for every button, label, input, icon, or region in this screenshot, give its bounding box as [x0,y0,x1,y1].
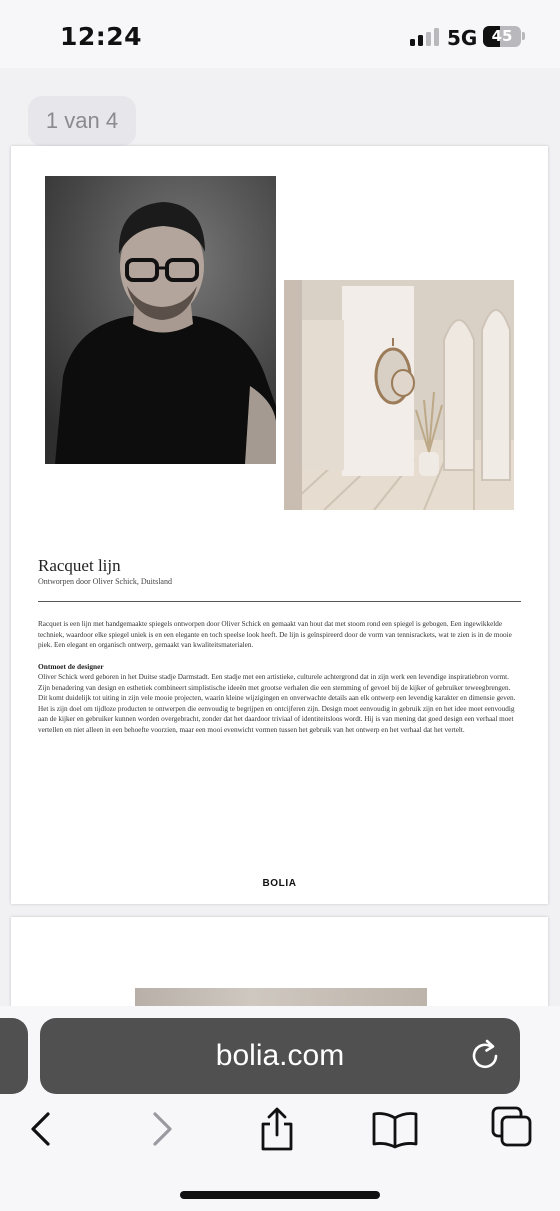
back-icon[interactable] [16,1104,66,1154]
home-indicator[interactable] [180,1191,380,1199]
product-description: Racquet is een lijn met handgemaakte spiegels ontworpen door Oliver Schick en gemaakt van hout dat met stoom rond een spiegel is gebogen. Een ingewikkelde techniek, waardoor elke spiegel uniek is en een elegante en toch speelse look heeft. De lijn is geïnspireerd door de vorm van tennisrackets, wat te zien is in de mooie piek. Een elegant en organisch ontwerp, gemaakt van kwaliteitsmaterialen. [38,620,512,650]
page-counter: 1 van 4 [28,96,136,146]
battery-tip [522,32,525,40]
designer-description: Oliver Schick werd geboren in het Duitse stadje Darmstadt. Een stadje met een artistieke, culturele achtergrond dat in zijn werk een levendige inspiratiebron vormt. Zijn benadering van design en esthetiek combineert simplistische ideeën met grootse verhalen die een stemming of gevoel bij de kijker of gebruiker teweegbrengen. Dit komt duidelijk tot uiting in zijn vele mooie projecten, waarin kleine wijzigingen en onverwachte details aan elk ontwerp een levendig karakter en dimensie geven. Het is zijn doel om tijdloze producten te ontwerpen die eenvoudig te begrijpen en ontcijferen zijn. Design moet eenvoudig in gebruik zijn en het idee moet eenvoudig aan de kijker en gebruiker kunnen worden overgebracht, zonder dat het daardoor triviaal of identiteitsloos wordt. Hij is van mening dat goed design een verhaal moet vertellen en niet alleen in een behoefte voorzien, maar een mooi evenwicht vormen tussen het gebruik van het ontwerp en het verhaal dat het vertelt. [38,673,516,734]
racquet-mirror-interior-image [284,280,514,510]
reload-icon[interactable] [468,1039,502,1073]
battery-icon [483,26,521,47]
divider [38,601,521,602]
brand-logo: BOLIA [262,878,297,889]
product-title: Racquet lijn [38,556,121,575]
tabs-icon[interactable] [489,1104,539,1154]
product-subtitle: Ontworpen door Oliver Schick, Duitsland [38,577,172,586]
network-type: 5G [447,26,478,50]
pdf-page-1[interactable] [11,146,548,904]
status-time: 12:24 [60,22,143,51]
designer-heading: Ontmoet de designer [38,662,104,671]
status-bar [0,0,560,68]
forward-icon[interactable] [137,1104,187,1154]
pdf-page-2[interactable] [11,917,548,1017]
address-bar[interactable] [40,1018,520,1094]
battery-percentage: 45 [491,27,513,45]
url-text: bolia.com [215,1039,345,1072]
signal-icon [410,28,440,46]
previous-tab-peek[interactable] [0,1018,28,1094]
bookmarks-icon[interactable] [370,1104,420,1154]
designer-portrait-image [45,176,276,464]
share-icon[interactable] [252,1104,302,1154]
